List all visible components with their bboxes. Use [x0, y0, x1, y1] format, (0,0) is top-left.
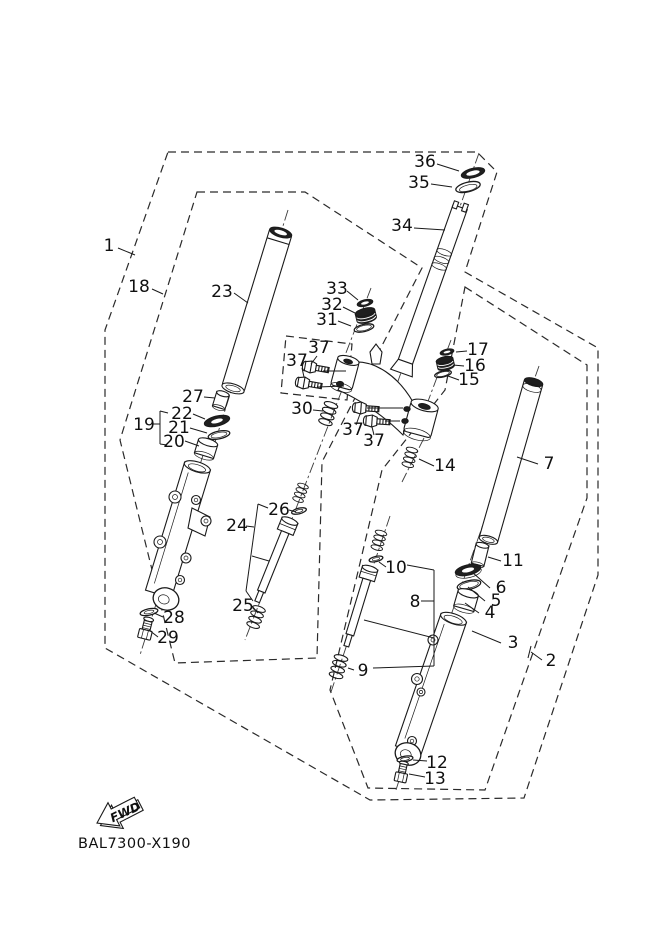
part-24-top-spring [292, 482, 309, 504]
leader-17 [456, 351, 467, 352]
part-13-bolt [394, 760, 410, 783]
part-30-spring [318, 400, 339, 427]
callout-3: 3 [507, 633, 519, 653]
part-36-washer [460, 166, 486, 181]
leader-28 [154, 613, 163, 617]
part-15-race [434, 369, 452, 379]
callout-11: 11 [502, 551, 524, 571]
leader-11 [488, 557, 501, 561]
callout-28: 28 [163, 608, 185, 628]
part-24-damper-rod [249, 515, 299, 605]
assembly-outline-2 [330, 287, 587, 790]
callout-18: 18 [128, 277, 150, 297]
leader-18 [152, 289, 163, 294]
callout-34: 34 [391, 216, 413, 236]
leader-22 [193, 414, 205, 419]
leader-36 [437, 164, 459, 171]
callout-37a: 37 [308, 338, 330, 358]
callout-2: 2 [545, 651, 557, 671]
part-7-inner-tube [478, 376, 544, 546]
part-8-damper-rod [339, 564, 379, 649]
part-28-gasket [140, 607, 159, 617]
part-outer-tube-left [146, 458, 212, 613]
leader-33 [347, 291, 358, 300]
callout-19: 19 [133, 415, 155, 435]
leader-27 [204, 397, 215, 398]
callout-15: 15 [458, 370, 480, 390]
callout-25: 25 [232, 596, 254, 616]
fwd-arrow [97, 797, 143, 828]
part-35-seal-washer [455, 179, 482, 194]
leader-14 [419, 459, 434, 466]
diagram-code: BAL7300-X190 [78, 836, 191, 852]
fwd-arrow-label: FWD [108, 799, 143, 826]
callout-layer [104, 152, 557, 789]
callout-36: 36 [414, 152, 436, 172]
bolt-37-b [294, 376, 322, 392]
callout-35: 35 [408, 173, 430, 193]
leader-3 [472, 631, 501, 643]
part-14-spring [401, 446, 418, 469]
leader-9 [348, 668, 354, 670]
callout-9: 9 [357, 661, 369, 681]
part-9-spring [329, 653, 349, 680]
callout-24: 24 [226, 516, 248, 536]
part-16-bearing [436, 355, 456, 372]
leader-2 [531, 652, 542, 660]
callout-17: 17 [467, 340, 489, 360]
callout-23: 23 [211, 282, 233, 302]
callout-6: 6 [495, 578, 507, 598]
part-32-bearing [354, 306, 377, 325]
callout-4: 4 [484, 603, 496, 623]
callout-30: 30 [291, 399, 313, 419]
callout-13: 13 [424, 769, 446, 789]
part-31-race [353, 322, 374, 334]
leader-35 [431, 184, 452, 187]
leader-23 [234, 293, 248, 303]
part-33-bearing-cover [356, 298, 373, 308]
callout-27: 27 [182, 387, 204, 407]
leader-30 [313, 410, 323, 411]
callout-10: 10 [385, 558, 407, 578]
callout-12: 12 [426, 753, 448, 773]
part-10-ring [369, 555, 384, 563]
assembly-outline-1 [105, 152, 598, 800]
callout-20: 20 [163, 432, 185, 452]
part-29-bolt [138, 616, 156, 640]
callout-21: 21 [168, 418, 190, 438]
leader-34 [414, 228, 445, 230]
callout-37b: 37 [286, 351, 308, 371]
leader-32 [343, 307, 355, 313]
leader-31 [338, 321, 351, 326]
callout-37d: 37 [363, 431, 385, 451]
callout-33: 33 [326, 279, 348, 299]
callout-16: 16 [464, 356, 486, 376]
part-27-spacer [212, 389, 230, 411]
callout-1: 1 [103, 236, 115, 256]
callout-32: 32 [321, 295, 343, 315]
part-22-oil-seal [203, 413, 231, 429]
callout-37c: 37 [342, 420, 364, 440]
callout-22: 22 [171, 404, 193, 424]
callout-26: 26 [268, 500, 290, 520]
leader-21 [190, 428, 207, 433]
leader-13 [409, 774, 425, 777]
callout-8: 8 [409, 592, 421, 612]
callout-14: 14 [434, 456, 456, 476]
callout-29: 29 [157, 628, 179, 648]
part-3-outer-tube-right [392, 610, 468, 769]
callout-5: 5 [490, 591, 502, 611]
callout-7: 7 [543, 454, 555, 474]
callout-31: 31 [316, 310, 338, 330]
bracket-stopper-fin [370, 344, 382, 364]
